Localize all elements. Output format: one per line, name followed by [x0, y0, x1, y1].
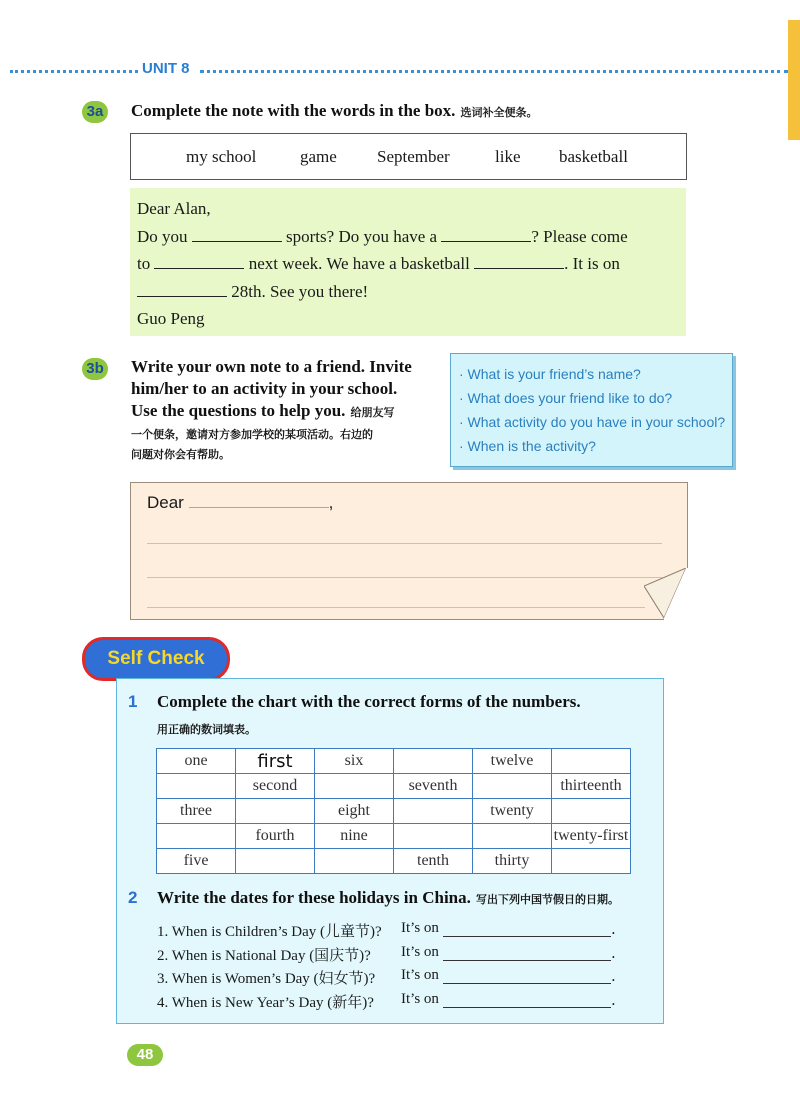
note-blank[interactable]	[137, 282, 227, 297]
question-item: · When is the activity?	[459, 438, 596, 454]
dear-line	[147, 493, 333, 513]
question-item: · What activity do you have in your school?	[459, 414, 726, 430]
period: .	[611, 991, 616, 1009]
holiday-question: 4. When is New Year’s Day (新年)?	[157, 995, 374, 1011]
word-box	[130, 133, 687, 180]
chart-cell: twenty-first	[552, 824, 631, 849]
chart-cell: twelve	[473, 749, 552, 774]
chart-row	[157, 824, 631, 849]
instruction-cn-line-3: 问题对你会有帮助。	[131, 448, 230, 461]
chart-cell: five	[157, 849, 236, 874]
answer-blank[interactable]	[443, 936, 611, 937]
note-text: Do you	[137, 227, 188, 246]
chart-cell[interactable]	[552, 749, 631, 774]
chart-cell[interactable]	[473, 774, 552, 799]
period: .	[611, 944, 616, 962]
word-item: game	[300, 147, 337, 166]
question-item: · What is your friend’s name?	[459, 366, 641, 382]
chart-cell: eight	[315, 799, 394, 824]
chart-cell: tenth	[394, 849, 473, 874]
note-blank[interactable]	[441, 227, 531, 242]
chart-cell[interactable]	[473, 824, 552, 849]
chart-cell[interactable]	[552, 849, 631, 874]
dotted-rule-left	[10, 70, 138, 73]
holiday-question: 2. When is National Day (国庆节)?	[157, 948, 371, 964]
numbers-chart	[156, 748, 631, 874]
chart-cell: second	[236, 774, 315, 799]
answer-blank[interactable]	[443, 1007, 611, 1008]
note-line-2	[137, 227, 628, 247]
note-text: sports? Do you have a	[286, 227, 438, 246]
note-signature: Guo Peng	[137, 309, 205, 328]
chart-cell: three	[157, 799, 236, 824]
instruction-cn: 选词补全便条。	[460, 106, 538, 119]
note-text: ? Please come	[531, 227, 628, 246]
question-number: 2	[128, 888, 138, 907]
chart-cell: fourth	[236, 824, 315, 849]
instruction-line-2: him/her to an activity in your school.	[131, 379, 398, 398]
instruction-text: Write the dates for these holidays in China.	[157, 888, 471, 907]
chart-cell[interactable]: first	[236, 749, 315, 774]
chart-row	[157, 749, 631, 774]
chart-cell[interactable]	[236, 849, 315, 874]
its-on-label: It’s on	[401, 991, 439, 1007]
instruction-text: Use the questions to help you.	[131, 401, 346, 420]
note-text: . It is on	[564, 254, 620, 273]
period: .	[611, 920, 616, 938]
chart-cell: one	[157, 749, 236, 774]
chart-cell[interactable]	[236, 799, 315, 824]
chart-cell[interactable]	[157, 824, 236, 849]
chart-cell[interactable]	[394, 799, 473, 824]
note-text: next week. We have a basketball	[248, 254, 470, 273]
its-on-label: It’s on	[401, 967, 439, 983]
instruction-line-3	[131, 401, 395, 421]
chart-cell[interactable]	[552, 799, 631, 824]
chart-cell[interactable]	[394, 824, 473, 849]
word-item: my school	[186, 147, 257, 166]
word-item: like	[495, 147, 521, 166]
chart-cell[interactable]	[315, 774, 394, 799]
instruction-cn-line-2: 一个便条，邀请对方参加学校的某项活动。右边的	[131, 428, 373, 441]
q2-instruction	[157, 888, 619, 908]
instruction-line-1: Write your own note to a friend. Invite	[131, 357, 412, 376]
note-line-3	[137, 254, 620, 274]
section-3b-badge: 3b	[82, 358, 108, 380]
writing-line[interactable]	[147, 607, 645, 608]
note-line-4	[137, 282, 368, 302]
questions-box	[450, 353, 733, 467]
word-item: basketball	[559, 147, 628, 166]
chart-row	[157, 799, 631, 824]
word-item: September	[377, 147, 450, 166]
note-blank[interactable]	[474, 254, 564, 269]
dotted-rule-right	[200, 70, 788, 73]
instruction-cn: 写出下列中国节假日的日期。	[475, 893, 619, 906]
note-blank[interactable]	[154, 254, 244, 269]
instruction-cn: 给朋友写	[350, 406, 395, 419]
chart-cell: twenty	[473, 799, 552, 824]
page-number: 48	[127, 1044, 163, 1066]
chart-cell: thirty	[473, 849, 552, 874]
chart-cell[interactable]	[315, 849, 394, 874]
holiday-question: 3. When is Women’s Day (妇女节)?	[157, 971, 376, 987]
unit-label: UNIT 8	[142, 60, 190, 77]
chart-cell: nine	[315, 824, 394, 849]
note-blank[interactable]	[192, 227, 282, 242]
answer-blank[interactable]	[443, 983, 611, 984]
chart-row	[157, 849, 631, 874]
writing-line[interactable]	[147, 543, 662, 544]
name-blank[interactable]	[189, 495, 329, 508]
chart-cell: six	[315, 749, 394, 774]
self-check-badge: Self Check	[82, 637, 230, 681]
chart-cell[interactable]	[157, 774, 236, 799]
question-number: 1	[128, 692, 138, 711]
instruction-text: Complete the note with the words in the box.	[131, 101, 456, 120]
question-item: · What does your friend like to do?	[459, 390, 673, 406]
its-on-label: It’s on	[401, 944, 439, 960]
side-tab-marker	[788, 20, 800, 140]
dear-label: Dear	[147, 493, 184, 512]
page-curl-icon	[644, 568, 688, 620]
chart-row	[157, 774, 631, 799]
writing-line[interactable]	[147, 577, 662, 578]
section-3a-badge: 3a	[82, 101, 108, 123]
note-greeting: Dear Alan,	[137, 199, 211, 218]
chart-cell[interactable]	[394, 749, 473, 774]
q1-instruction: Complete the chart with the correct forms of the numbers.	[157, 692, 581, 711]
note-text: to	[137, 254, 151, 273]
period: .	[611, 967, 616, 985]
comma: ,	[328, 493, 334, 512]
its-on-label: It’s on	[401, 920, 439, 936]
note-card	[130, 188, 686, 336]
section-3a-instruction	[131, 101, 538, 121]
note-text: 28th. See you there!	[231, 282, 369, 301]
answer-blank[interactable]	[443, 960, 611, 961]
writing-paper[interactable]	[130, 482, 688, 620]
holiday-question: 1. When is Children’s Day (儿童节)?	[157, 924, 382, 940]
chart-cell: thirteenth	[552, 774, 631, 799]
q1-instruction-cn: 用正确的数词填表。	[157, 723, 256, 736]
chart-cell: seventh	[394, 774, 473, 799]
